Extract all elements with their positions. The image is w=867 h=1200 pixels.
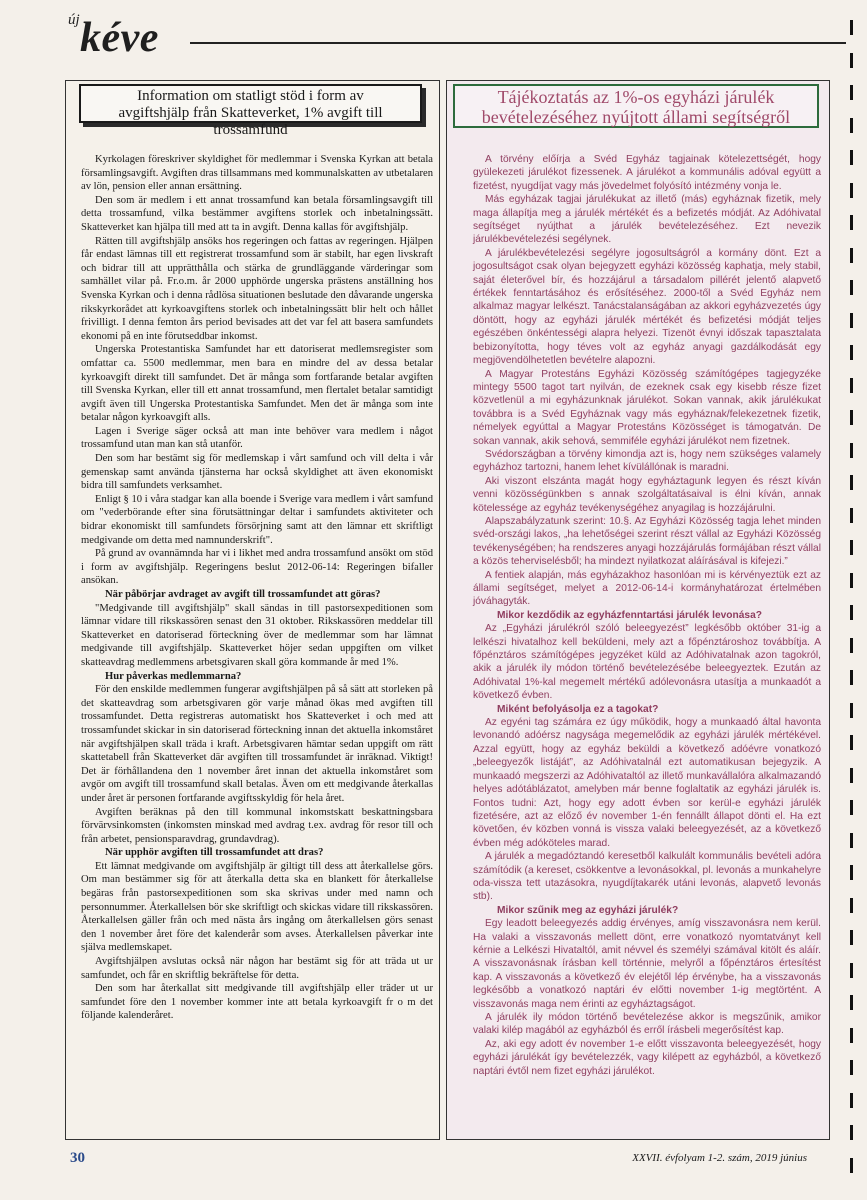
swedish-paragraph: Avgiften beräknas på den till kommunal inkomstskatt beskattningsbara förvärvsinkomsten (inkomsten minskad med avdrag t.ex. avdrag för resor till och från arbetet, pensionsparavdrag, grundavdrag).	[81, 806, 433, 845]
binding-mark	[850, 508, 853, 523]
binding-mark	[850, 1125, 853, 1140]
binding-mark	[850, 865, 853, 880]
hungarian-paragraph: A fentiek alapján, más egyházakhoz hasonlóan mi is kérvényeztük ezt az állami segítséget, melyet a 2012-06-14-i kormányhatározat értelmében jóváhagyták.	[473, 569, 821, 608]
swedish-paragraph: Lagen i Sverige säger också att man inte behöver vara medlem i något trossamfund utan man kan stå utanför.	[81, 425, 433, 451]
swedish-title-box	[79, 84, 422, 138]
binding-mark	[850, 703, 853, 718]
binding-mark	[850, 1060, 853, 1075]
swedish-subheading: När upphör avgiften till trossamfundet att dras?	[105, 847, 324, 859]
hungarian-paragraph: Alapszabályzatunk szerint: 10.§. Az Egyházi Közösség tagja lehet minden svéd-országi lakos, „ha lehetőségei szerint részt vállal az Egyházi Közösség tevékenységében; ha rendszeres anyagi hozzájárulás formájában részt vállal a közös teherviselésből; ha mindezt nyilatkozat aláírásával is kifejezi.”	[473, 515, 821, 568]
swedish-article-body	[81, 153, 433, 1023]
binding-mark	[850, 638, 853, 653]
binding-mark	[850, 378, 853, 393]
binding-mark	[850, 1028, 853, 1043]
binding-mark	[850, 345, 853, 360]
masthead	[66, 8, 846, 64]
hungarian-paragraph: A járulék a megadóztandó keresetből kalkulált kommunális bevételi adóra számítódik (a kereset, csökkentve a levonásokkal, pl. levonás a munkahelyre oda-vissza tett utazásokra, nyugdíjtakarék utáni levonás, alapvető levonás stb).	[473, 851, 821, 903]
swedish-paragraph: Avgiftshjälpen avslutas också när någon har bestämt sig för att träda ut ur samfundet, och får en skriftlig bekräftelse för detta.	[81, 956, 433, 981]
binding-mark	[850, 313, 853, 328]
hungarian-paragraph: A járulék ily módon történő bevételezése akkor is megszűnik, amikor valaki kilép magából az egyházból és erről írásbeli megerősítést kap.	[473, 1012, 821, 1037]
binding-mark	[850, 995, 853, 1010]
binding-mark	[850, 53, 853, 68]
swedish-column	[65, 80, 440, 1140]
hungarian-title-line-1: Tájékoztatás az 1%-os egyházi járulék	[497, 87, 775, 107]
swedish-paragraph: Den som är medlem i ett annat trossamfund kan betala församlingsavgift till detta trossamfund, vilka bestämmer avgiftens storlek och inbetalningssätt. Skatteverket kan hjälpa till med att ta in avgift. Denna kallas för avgiftshjälp.	[81, 194, 433, 233]
masthead-title: kéve	[80, 15, 159, 61]
masthead-rule	[190, 42, 846, 44]
hungarian-paragraph: Az „Egyházi járulékról szóló beleegyezést” legkésőbb október 31-ig a lelkészi hivatalhoz kell beküldeni, mely azt a főpénztároshoz továbbítja. A főpénztáros számítógépes jegyzéket küld az Adóhivatalnak azon tagokról, akik a járulék ily módon történő bevételezésébe beleegyeztek. Ezután az Adóhivatal 1%-kal megemelt mértékű adólevonásra utasítja a munkaadót a következő évben.	[473, 623, 821, 702]
swedish-title-line-1: Information om statligt stöd i form av	[137, 88, 364, 104]
hungarian-paragraph: A járulékbevételezési segélyre jogosultságról a kormány dönt. Ezt a jogosultságot csak olyan bejegyzett egyházi közösség kaphatja, mely stabil, saját életerővel bír, és hozzájárul a társadalom pillérét jelentő alapvető értékek fenntartásához és erősítéséhez. 2000-től a Svéd Egyház nem alkalmaz magyar lelkészt. Tanácstalanságában az akkori egyházvezetés úgy döntött, hogy az egyházi járulék mértékét és befizetési módját teljes egészében önkéntességi alapra helyezi. Tizenöt évnyi időszak tapasztalata bebizonyította, hogy téves volt az egyház anyagi gazdálkodását egy megjövendölhetetlen bevételre alapozni.	[473, 247, 821, 367]
hungarian-title-box	[453, 84, 819, 128]
binding-mark	[850, 670, 853, 685]
hungarian-paragraph: Egy leadott beleegyezés addig érvényes, amíg visszavonásra nem kerül. Ha valaki a visszavonás mellett dönt, erre vonatkozó nyomtatványt kell kérnie a Lelkészi Hivataltól, amit névvel és személyi számával kitölt és aláír. A visszavonásnak írásban kell történnie, melyről a főpénztáros értesítést kap. A visszavonás a következő év elejétől lép érvénybe, ha a visszavonás legkésőbb a vonatkozó naptári év előtti november 1-ig megtörtént. A visszavonás maga nem érinti az egyháztagságot.	[473, 918, 821, 1010]
swedish-paragraph: Rätten till avgiftshjälp ansöks hos regeringen och fattas av regeringen. Hjälpen får endast lämnas till ett registrerat trossamfund som är stabilt, har egen livskraft och bidrar till att upprätthålla och stärka de grundläggande värderingar som samhället vilar på. Fr.o.m. år 2000 upphörde ungerska prästens anställning hos Svenska Kyrkan och i denna rådlösa situationen beslutade den dåvarande ungerska rikskyrkorådet att kyrkoavgiftens storlek och inbetalningssätt blir helt och hållet frivilligt. I denna femton års period bevisades att det var fel att basera samfundets ekonomi på en inte förutseddbar inkomst.	[81, 235, 433, 342]
binding-mark	[850, 573, 853, 588]
binding-mark	[850, 800, 853, 815]
hungarian-title-line-2: bevételezéséhez nyújtott állami segítségről	[481, 107, 791, 127]
binding-mark	[850, 410, 853, 425]
swedish-paragraph: Enligt § 10 i våra stadgar kan alla boende i Sverige vara medlem i vårt samfund om "vederbörande efter sina förutsättningar deltar i samfundets aktiviteter och bidrar ekonomiskt till samfundets försörjning samt att den lämnar ett skriftligt medgivande om detta med namnunderskrift".	[81, 493, 434, 546]
binding-mark	[850, 898, 853, 913]
hungarian-subheading: Miként befolyásolja ez a tagokat?	[497, 703, 659, 715]
swedish-paragraph: På grund av ovannämnda har vi i likhet med andra trossamfund ansökt om stöd i form av avgiftshjälp. Regeringens beslut 2012-06-14: Regeringen bifaller ansökan.	[81, 548, 433, 587]
issue-line: XXVII. évfolyam 1-2. szám, 2019 június	[632, 1152, 807, 1164]
binding-mark	[850, 118, 853, 133]
binding-mark	[850, 20, 853, 35]
hungarian-paragraph: Svédországban a törvény kimondja azt is, hogy nem szükséges valamely egyházhoz tartozni, hanem lehet kívülállónak is maradni.	[473, 448, 821, 474]
hungarian-paragraph: Más egyházak tagjai járulékukat az illető (más) egyháznak fizetik, mely maga állapítja meg a járulék mértékét és a befizetés módját. Az Adóhivatal segítséget nyújthat a járulék bevételezéséhez. Ezt nevezik járulékbevételezési segélynek.	[473, 194, 821, 246]
hungarian-paragraph: A törvény előírja a Svéd Egyház tagjainak kötelezettségét, hogy gyülekezeti járulékot fizessenek. A járulékot a kommunális adóval együtt a fizetést, nyugdíjat vagy más jövedelmet folyósító intézmény vonja le.	[473, 154, 821, 192]
swedish-paragraph: Den som har bestämt sig för medlemskap i vårt samfund och vill delta i vår gemenskap samt använda tjänsterna har också skyldighet att även ekonomiskt bidra till samfundets verksamhet.	[81, 453, 433, 492]
hungarian-subheading: Mikor kezdődik az egyházfenntartási járulék levonása?	[497, 609, 762, 621]
binding-mark	[850, 183, 853, 198]
binding-mark	[850, 280, 853, 295]
binding-mark	[850, 963, 853, 978]
swedish-paragraph: "Medgivande till avgiftshjälp" skall sändas in till pastorsexpeditionen som lämnar vidare till rikskassören senast den 31 oktober. Rikskassören meddelar till Skatteverket en datoriserad förteckning över de medlemmar som har lämnat medgivande till avgiftshjälp. Skatteverket höjer sedan uppgiften om vilket skatteavdrag medlemmens arbetsgivaren skall göra kommande år med 1%.	[81, 602, 433, 668]
swedish-title-line-2: avgiftshjälp från Skatteverket, 1% avgift till trossamfund	[118, 105, 383, 138]
binding-mark	[850, 443, 853, 458]
binding-mark	[850, 833, 853, 848]
binding-mark	[850, 215, 853, 230]
hungarian-article-body	[473, 153, 821, 1078]
binding-mark	[850, 150, 853, 165]
hungarian-column	[446, 80, 830, 1140]
binding-mark	[850, 735, 853, 750]
binding-mark	[850, 85, 853, 100]
swedish-paragraph: Ungerska Protestantiska Samfundet har ett datoriserat medlemsregister som omfattar ca. 5500 medlemmar, men bara en mindre del av dessa betalar kyrkoavgift direkt till samfundet. Det är många som fortfarande betalar avgiften till Svenska Kyrkan, eller till ett annat trossamfund, men flertalet betalar samtidigt avgift även till Ungerska Protestantiska Samfundet. Men det är många som inte betalar någon kyrkoavgift alls.	[81, 344, 433, 424]
binding-marks	[850, 20, 858, 1190]
hungarian-subheading: Mikor szűnik meg az egyházi járulék?	[497, 904, 679, 916]
swedish-paragraph: Den som har återkallat sitt medgivande till avgiftshjälp eller träder ut ur samfundet före den 1 november kommer inte att betala kyrkoavgift fr o m det följande kalenderåret.	[81, 983, 433, 1022]
swedish-paragraph: Kyrkolagen föreskriver skyldighet för medlemmar i Svenska Kyrkan att betala församlingsavgift. Avgiften dras tillsammans med kommunalskatten av utbetalaren av lön, pension eller annan ersättning.	[81, 154, 433, 193]
hungarian-paragraph: Aki viszont elszánta magát hogy egyháztagunk legyen és részt kíván venni közösségünkben s annak szolgáltatásaival is élni kíván, annak kötelessége az egyház tevékenységéhez anyagilag is hozzájárulni.	[473, 475, 821, 514]
binding-mark	[850, 605, 853, 620]
binding-mark	[850, 1093, 853, 1108]
page-number: 30	[70, 1150, 85, 1166]
binding-mark	[850, 475, 853, 490]
hungarian-paragraph: A Magyar Protestáns Egyházi Közösség számítógépes tagjegyzéke mintegy 5500 tagot tart nyilván, de ezeknek csak egy kisebb része fizet közvetlenül a mi egyházunknak járulékot. Sokan vannak, akik járulékukat továbbra is a Svéd Egyháznak vagy más egyháznak/felekezetnek fizetik, némelyek egyúttal a Magyar Protestáns Közösséget is támogatván. De sokan vannak, akik sehová, semmiféle egyházi járulékot nem fizetnek.	[473, 368, 821, 447]
masthead-prefix: új	[68, 12, 80, 28]
binding-mark	[850, 540, 853, 555]
binding-mark	[850, 768, 853, 783]
swedish-paragraph: Ett lämnat medgivande om avgiftshjälp är giltigt till dess att återkallelse görs. Om man bestämmer sig för att återkalla detta ska en blankett för återkallelse begäras från pastorsexpeditionen som ska skrivas under med namn och personnummer. Återkallelsen bör ske skriftligt och skickas vidare till rikskassören. Återkallelsen gäller från och med nästa års ingång om återkallelsen görs senast den 1 november året före det kalenderår som avses. Återkallelsen påverkar inte själva medlemskapet.	[81, 860, 433, 954]
binding-mark	[850, 930, 853, 945]
binding-mark	[850, 248, 853, 263]
hungarian-paragraph: Az, aki egy adott év november 1-e előtt visszavonta beleegyezését, hogy egyházi járulékát így bevételezzék, vagy kilépett az egyházból, a következő naptári évtől nem fizet egyházi járulékot.	[473, 1038, 821, 1077]
swedish-subheading: När påbörjar avdraget av avgift till trossamfundet att göras?	[105, 589, 381, 600]
hungarian-paragraph: Az egyéni tag számára ez úgy működik, hogy a munkaadó által havonta levonandó adóérsz nagysága megemelődik az egyházi járulék mértékével. Azzal együtt, hogy az egyház beküldi a következő adóévre vonatkozó „beleegyezők listáját”, az Adóhivatalnál ezt automatikusan bejegyzik. A munkaadó megszerzi az Adóhivataltól az illető munkavállalóra alkalmazandó helyes adótáblázatot, amelyben már benne foglaltatik az egyházi járulék is. Fontos tudni: Azt, hogy egy adott évben sor kerül-e egyházi járulék fizetésére, azt az előző év november 1-én fennállt állapot dönti el. Ha ezt követően, év közben vonná is vissza valaki beleegyezését, az a következő évben még adóköteles marad.	[473, 717, 821, 849]
swedish-paragraph: För den enskilde medlemmen fungerar avgiftshjälpen på så sätt att storleken på det skatteavdrag som arbetsgivaren gör varje månad ökas med avgiften till trossamfundet. Detta registreras automatiskt hos Skatteverket i och med att trossamfundet skickar in sin datoriserad förteckning innan det aktuella inkomståret när avgiftshjälpen skall träda i kraft. Arbetsgivaren hämtar sedan uppgift om rätt skattetabell från Skatteverket där avgiften till trossamfundet är inräknad. Viktigt! Det är förhållandena den 1 november året innan det aktuella inkomståret som avgör om avgift till trossamfund skall betalas. Även om ett medgivande återkallas under året är personen fortfarande avgiftsskyldig för hela året.	[81, 684, 433, 804]
swedish-subheading: Hur påverkas medlemmarna?	[105, 670, 242, 682]
binding-mark	[850, 1158, 853, 1173]
